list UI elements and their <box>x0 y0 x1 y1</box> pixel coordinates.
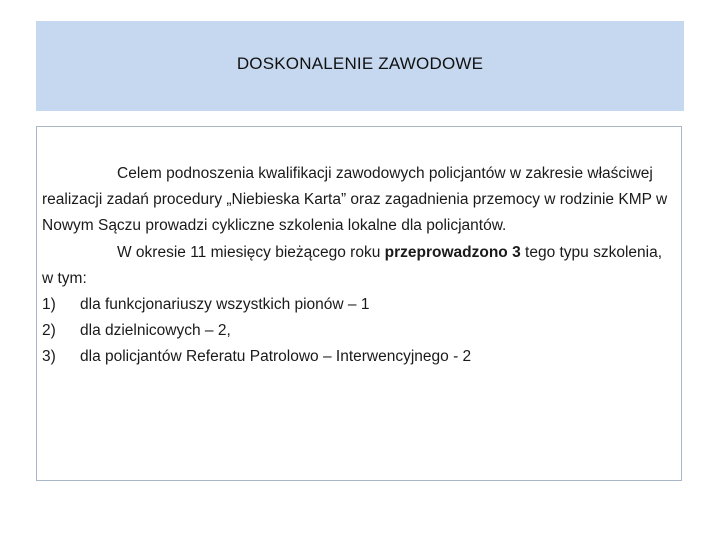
summary-text-before: W okresie 11 miesięcy bieżącego roku <box>117 243 385 261</box>
list-item-number: 1) <box>42 296 56 314</box>
training-list <box>42 292 677 371</box>
summary-text-bold: przeprowadzono 3 <box>384 243 521 261</box>
list-item <box>42 292 677 318</box>
list-item-text: dla funkcjonariuszy wszystkich pionów – 1 <box>80 296 370 314</box>
list-item-text: dla dzielnicowych – 2, <box>80 322 231 340</box>
list-item-text: dla policjantów Referatu Patrolowo – Interwencyjnego - 2 <box>80 348 472 366</box>
content-box <box>36 126 682 481</box>
summary-text-after: tego typu szkolenia, w tym: <box>42 243 663 287</box>
list-item <box>42 318 677 344</box>
header-band <box>36 21 684 111</box>
intro-paragraph: Celem podnoszenia kwalifikacji zawodowych policjantów w zakresie właściwej realizacji zadań procedury „Niebieska Karta” oraz zagadnienia przemocy w rodzinie KMP w Nowym Sączu prowadzi cykliczne szkolenia lokalne dla policjantów. <box>42 165 668 235</box>
summary-paragraph <box>42 240 677 292</box>
list-item-number: 2) <box>42 322 56 340</box>
list-item <box>42 344 677 370</box>
page-title: DOSKONALENIE ZAWODOWE <box>236 54 484 73</box>
list-item-number: 3) <box>42 348 56 366</box>
